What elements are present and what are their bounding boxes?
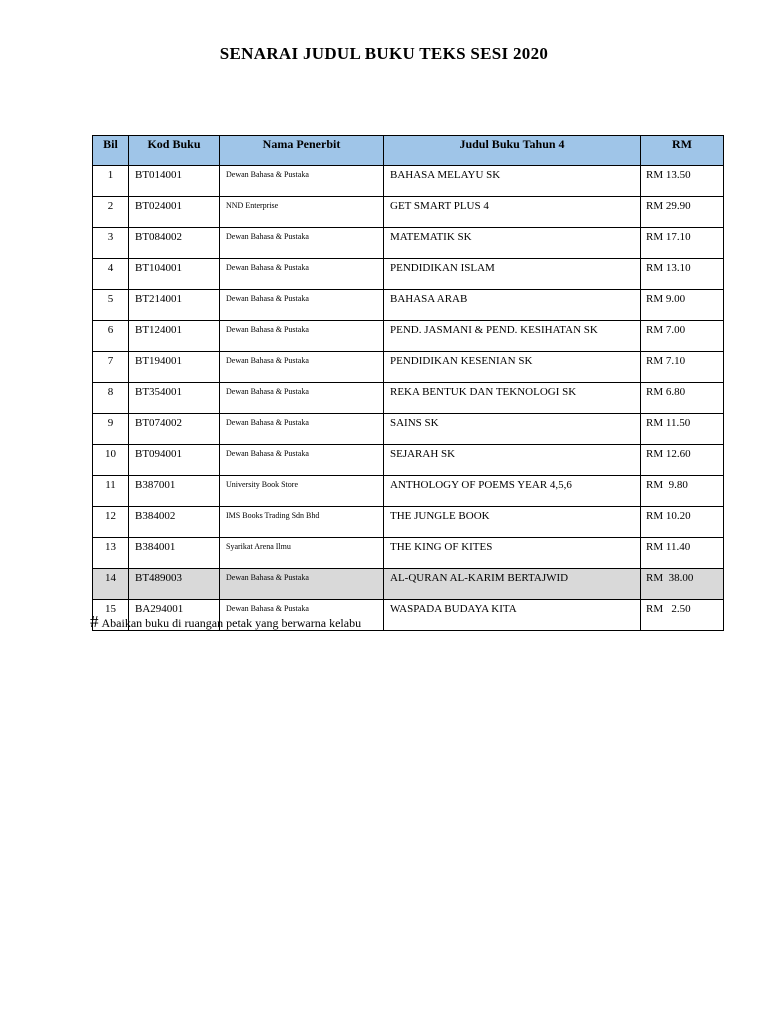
cell-nama-penerbit: Dewan Bahasa & Pustaka: [220, 166, 384, 197]
cell-bil: 8: [93, 383, 129, 414]
cell-judul-buku: MATEMATIK SK: [384, 228, 641, 259]
cell-bil: 11: [93, 476, 129, 507]
table-row: [93, 383, 724, 414]
table-body: [93, 166, 724, 631]
cell-bil: 6: [93, 321, 129, 352]
cell-kod-buku: BT214001: [129, 290, 220, 321]
cell-kod-buku: B384002: [129, 507, 220, 538]
cell-kod-buku: BT024001: [129, 197, 220, 228]
cell-rm: RM 13.50: [641, 166, 724, 197]
cell-rm: RM 13.10: [641, 259, 724, 290]
cell-rm: RM 38.00: [641, 569, 724, 600]
table-row: [93, 507, 724, 538]
table-row: [93, 352, 724, 383]
cell-rm: RM 11.40: [641, 538, 724, 569]
cell-judul-buku: PENDIDIKAN KESENIAN SK: [384, 352, 641, 383]
cell-kod-buku: BT094001: [129, 445, 220, 476]
hash-symbol: #: [90, 612, 99, 631]
table-row: [93, 538, 724, 569]
cell-kod-buku: BT104001: [129, 259, 220, 290]
cell-judul-buku: GET SMART PLUS 4: [384, 197, 641, 228]
cell-nama-penerbit: Dewan Bahasa & Pustaka: [220, 352, 384, 383]
cell-kod-buku: BT489003: [129, 569, 220, 600]
table-row: [93, 259, 724, 290]
cell-rm: RM 6.80: [641, 383, 724, 414]
cell-rm: RM 2.50: [641, 600, 724, 631]
cell-bil: 3: [93, 228, 129, 259]
cell-kod-buku: BT194001: [129, 352, 220, 383]
cell-bil: 14: [93, 569, 129, 600]
footnote: [90, 612, 361, 632]
cell-judul-buku: SEJARAH SK: [384, 445, 641, 476]
page-title: SENARAI JUDUL BUKU TEKS SESI 2020: [219, 44, 549, 63]
cell-judul-buku: BAHASA MELAYU SK: [384, 166, 641, 197]
cell-nama-penerbit: University Book Store: [220, 476, 384, 507]
header-kod-buku: Kod Buku: [129, 136, 220, 166]
table-row: [93, 197, 724, 228]
header-judul-buku: Judul Buku Tahun 4: [384, 136, 641, 166]
cell-nama-penerbit: Dewan Bahasa & Pustaka: [220, 445, 384, 476]
table-row: [93, 228, 724, 259]
cell-kod-buku: B384001: [129, 538, 220, 569]
header-rm: RM: [641, 136, 724, 166]
cell-bil: 9: [93, 414, 129, 445]
cell-bil: 4: [93, 259, 129, 290]
cell-nama-penerbit: Dewan Bahasa & Pustaka: [220, 321, 384, 352]
cell-kod-buku: BA294001: [129, 600, 220, 631]
cell-bil: 1: [93, 166, 129, 197]
cell-judul-buku: PEND. JASMANI & PEND. KESIHATAN SK: [384, 321, 641, 352]
cell-rm: RM 10.20: [641, 507, 724, 538]
cell-nama-penerbit: Dewan Bahasa & Pustaka: [220, 414, 384, 445]
cell-nama-penerbit: Syarikat Arena Ilmu: [220, 538, 384, 569]
table-row: [93, 569, 724, 600]
cell-nama-penerbit: Dewan Bahasa & Pustaka: [220, 290, 384, 321]
footnote-text: Abaikan buku di ruangan petak yang berwarna kelabu: [101, 616, 362, 630]
cell-kod-buku: BT014001: [129, 166, 220, 197]
cell-judul-buku: THE KING OF KITES: [384, 538, 641, 569]
cell-rm: RM 17.10: [641, 228, 724, 259]
cell-nama-penerbit: Dewan Bahasa & Pustaka: [220, 228, 384, 259]
cell-rm: RM 7.10: [641, 352, 724, 383]
cell-kod-buku: BT354001: [129, 383, 220, 414]
cell-bil: 13: [93, 538, 129, 569]
cell-judul-buku: AL-QURAN AL-KARIM BERTAJWID: [384, 569, 641, 600]
table-row: [93, 414, 724, 445]
cell-rm: RM 9.80: [641, 476, 724, 507]
cell-kod-buku: BT124001: [129, 321, 220, 352]
cell-kod-buku: BT084002: [129, 228, 220, 259]
book-list-table: [92, 135, 724, 631]
cell-nama-penerbit: Dewan Bahasa & Pustaka: [220, 600, 384, 631]
cell-rm: RM 12.60: [641, 445, 724, 476]
cell-bil: 10: [93, 445, 129, 476]
table-row: [93, 445, 724, 476]
cell-judul-buku: WASPADA BUDAYA KITA: [384, 600, 641, 631]
cell-bil: 12: [93, 507, 129, 538]
cell-nama-penerbit: IMS Books Trading Sdn Bhd: [220, 507, 384, 538]
cell-judul-buku: THE JUNGLE BOOK: [384, 507, 641, 538]
cell-judul-buku: BAHASA ARAB: [384, 290, 641, 321]
table-header-row: [93, 136, 724, 166]
cell-nama-penerbit: NND Enterprise: [220, 197, 384, 228]
table-row: [93, 290, 724, 321]
cell-bil: 7: [93, 352, 129, 383]
table-row: [93, 476, 724, 507]
cell-judul-buku: PENDIDIKAN ISLAM: [384, 259, 641, 290]
cell-nama-penerbit: Dewan Bahasa & Pustaka: [220, 259, 384, 290]
cell-bil: 5: [93, 290, 129, 321]
cell-nama-penerbit: Dewan Bahasa & Pustaka: [220, 383, 384, 414]
table-row: [93, 321, 724, 352]
cell-kod-buku: B387001: [129, 476, 220, 507]
header-bil: Bil: [93, 136, 129, 166]
cell-nama-penerbit: Dewan Bahasa & Pustaka: [220, 569, 384, 600]
cell-rm: RM 7.00: [641, 321, 724, 352]
cell-bil: 15: [93, 600, 129, 631]
table-row: [93, 166, 724, 197]
cell-bil: 2: [93, 197, 129, 228]
cell-judul-buku: ANTHOLOGY OF POEMS YEAR 4,5,6: [384, 476, 641, 507]
header-nama-penerbit: Nama Penerbit: [220, 136, 384, 166]
cell-judul-buku: REKA BENTUK DAN TEKNOLOGI SK: [384, 383, 641, 414]
cell-kod-buku: BT074002: [129, 414, 220, 445]
cell-rm: RM 9.00: [641, 290, 724, 321]
cell-judul-buku: SAINS SK: [384, 414, 641, 445]
cell-rm: RM 11.50: [641, 414, 724, 445]
cell-rm: RM 29.90: [641, 197, 724, 228]
